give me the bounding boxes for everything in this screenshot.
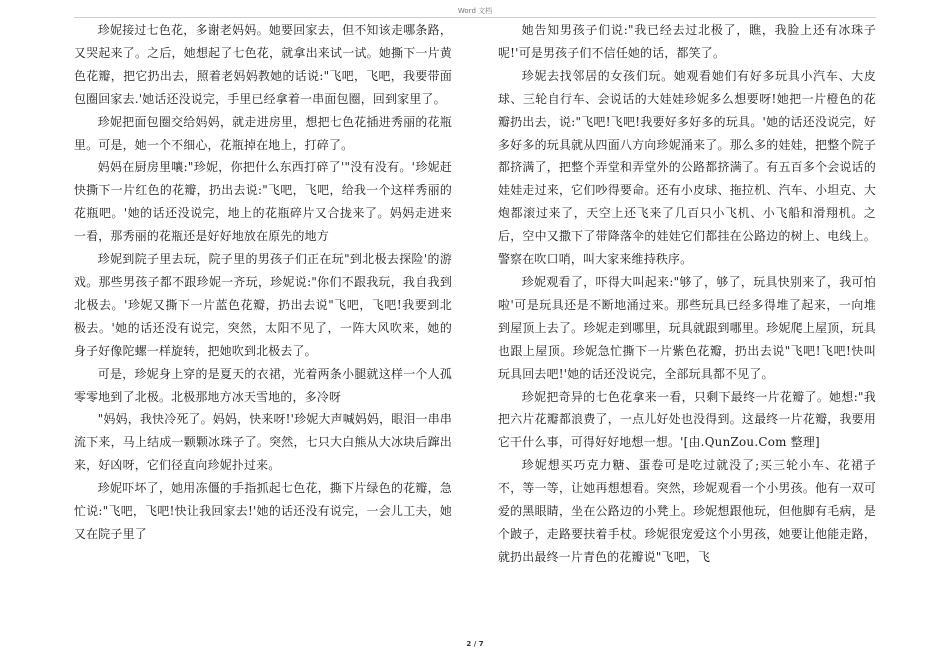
left-column <box>74 19 452 546</box>
paragraph: 珍妮想买巧克力糖、蛋卷可是吃过就没了;买三轮小车、花裙子不，等一等，让她再想想看。突然，珍妮观看一个小男孩。他有一双可爱的黑眼睛，坐在公路边的小凳上。珍妮想跟他玩，但他脚有毛病，是个跛子，走路要扶着手杖。珍妮很宠爱这个小男孩，她要让他能走路，就扔出最终一片青色的花瓣说"飞吧，飞 <box>498 458 876 564</box>
paragraph: "妈妈，我快冷死了。妈妈，快来呀!'珍妮大声喊妈妈，眼泪一串串流下来，马上结成一颗颗冰珠子了。突然，七只大白熊从大冰块后蹿出来，好凶呀，它们径直向珍妮扑过来。 <box>74 412 453 473</box>
paragraph: 珍妮接过七色花，多谢老妈妈。她要回家去，但不知该走哪条路，又哭起来了。之后，她想起了七色花，就拿出来试一试。她撕下一片黄色花瓣，把它扔出去，照着老妈妈教她的话说:"飞吧，飞吧，我要带面包圈回家去.'她话还没说完，手里已经拿着一串面包圈，回到家里了。 <box>74 23 452 106</box>
paragraph: 珍妮吓坏了，她用冻僵的手指抓起七色花，撕下片绿色的花瓣，急忙说:"飞吧，飞吧!快让我回家去!'她的话还没有说完，一会儿工夫，她又在院子里了 <box>74 481 452 541</box>
paragraph: 妈妈在厨房里嚷:"珍妮，你把什么东西打碎了'"没有没有。'珍妮赶快撕下一片红色的花瓣，扔出去说:"飞吧，飞吧，给我一个这样秀丽的花瓶吧。'她的话还没说完，地上的花瓶碎片又合拢来了。妈妈走进来一看，那秀丽的花瓶还是好好地放在原先的地方 <box>74 160 452 244</box>
page-header: Word 文档 <box>457 7 493 15</box>
paragraph: 可是，珍妮身上穿的是夏天的衣裙，光着两条小腿就这样一个人孤零零地到了北极。北极那地方冰天雪地的，多冷呀 <box>74 366 452 404</box>
header-divider <box>74 17 876 18</box>
paragraph: 珍妮去找邻居的女孩们玩。她观看她们有好多玩具小汽车、大皮球、三轮自行车、会说话的大娃娃珍妮多么想要呀!她把一片橙色的花瓣扔出去，说:"飞吧!飞吧!我要好多好多的玩具。'她的话还没说完，好多好多的玩具就从四面八方向珍妮涌来了。那么多的娃娃，把整个院子都挤满了，把整个弄堂和弄堂外的公路都挤满了。有五百多个会说话的娃娃走过来，它们吵得要命。还有小皮球、拖拉机、汽车、小坦克、大炮都滚过来了，天空上还飞来了几百只小飞机、小飞船和滑翔机。之后，空中又撒下了带降落伞的娃娃它们都挂在公路边的树上、电线上。警察在吹口哨，叫大家来维持秩序。 <box>498 68 876 267</box>
paragraph: 珍妮到院子里去玩，院子里的男孩子们正在玩"到北极去探险'的游戏。那些男孩子都不跟珍妮一齐玩，珍妮说:"你们不跟我玩，我自我到北极去。'珍妮又撕下一片蓝色花瓣，扔出去说"飞吧，飞吧!我要到北极去。'她的话还没有说完，突然，太阳不见了，一阵大风吹来，她的身子好像陀螺一样旋转，把她吹到北极去了。 <box>74 252 452 358</box>
paragraph: 她告知男孩子们说:"我已经去过北极了，瞧，我脸上还有冰珠子呢!'可是男孩子们不信任她的话，都笑了。 <box>498 23 876 60</box>
paragraph: 珍妮把奇异的七色花拿来一看，只剩下最终一片花瓣了。她想:"我把六片花瓣都浪费了，一点儿好处也没得到。这最终一片花瓣，我要用它干什么事，可得好好地想一想。'[由.QunZou.Com 整理] <box>498 389 876 450</box>
paragraph: 珍妮把面包圈交给妈妈，就走进房里，想把七色花插进秀丽的花瓶里。可是，她一个不细心，花瓶掉在地上，打碎了。 <box>74 114 452 152</box>
page-number: 2 / 7 <box>466 640 484 648</box>
paragraph: 珍妮观看了，吓得大叫起来:"够了，够了，玩具快别来了，我可怕啦'可是玩具还是不断地涌过来。那些玩具已经多得堆了起来，一向堆到屋顶上去了。珍妮走到哪里，玩具就跟到哪里。珍妮爬上屋顶，玩具也跟上屋顶。珍妮急忙撕下一片紫色花瓣，扔出去说"飞吧!飞吧!快叫玩具回去吧!'她的话还没说完，全部玩具都不见了。 <box>498 274 876 381</box>
right-column <box>498 19 876 569</box>
